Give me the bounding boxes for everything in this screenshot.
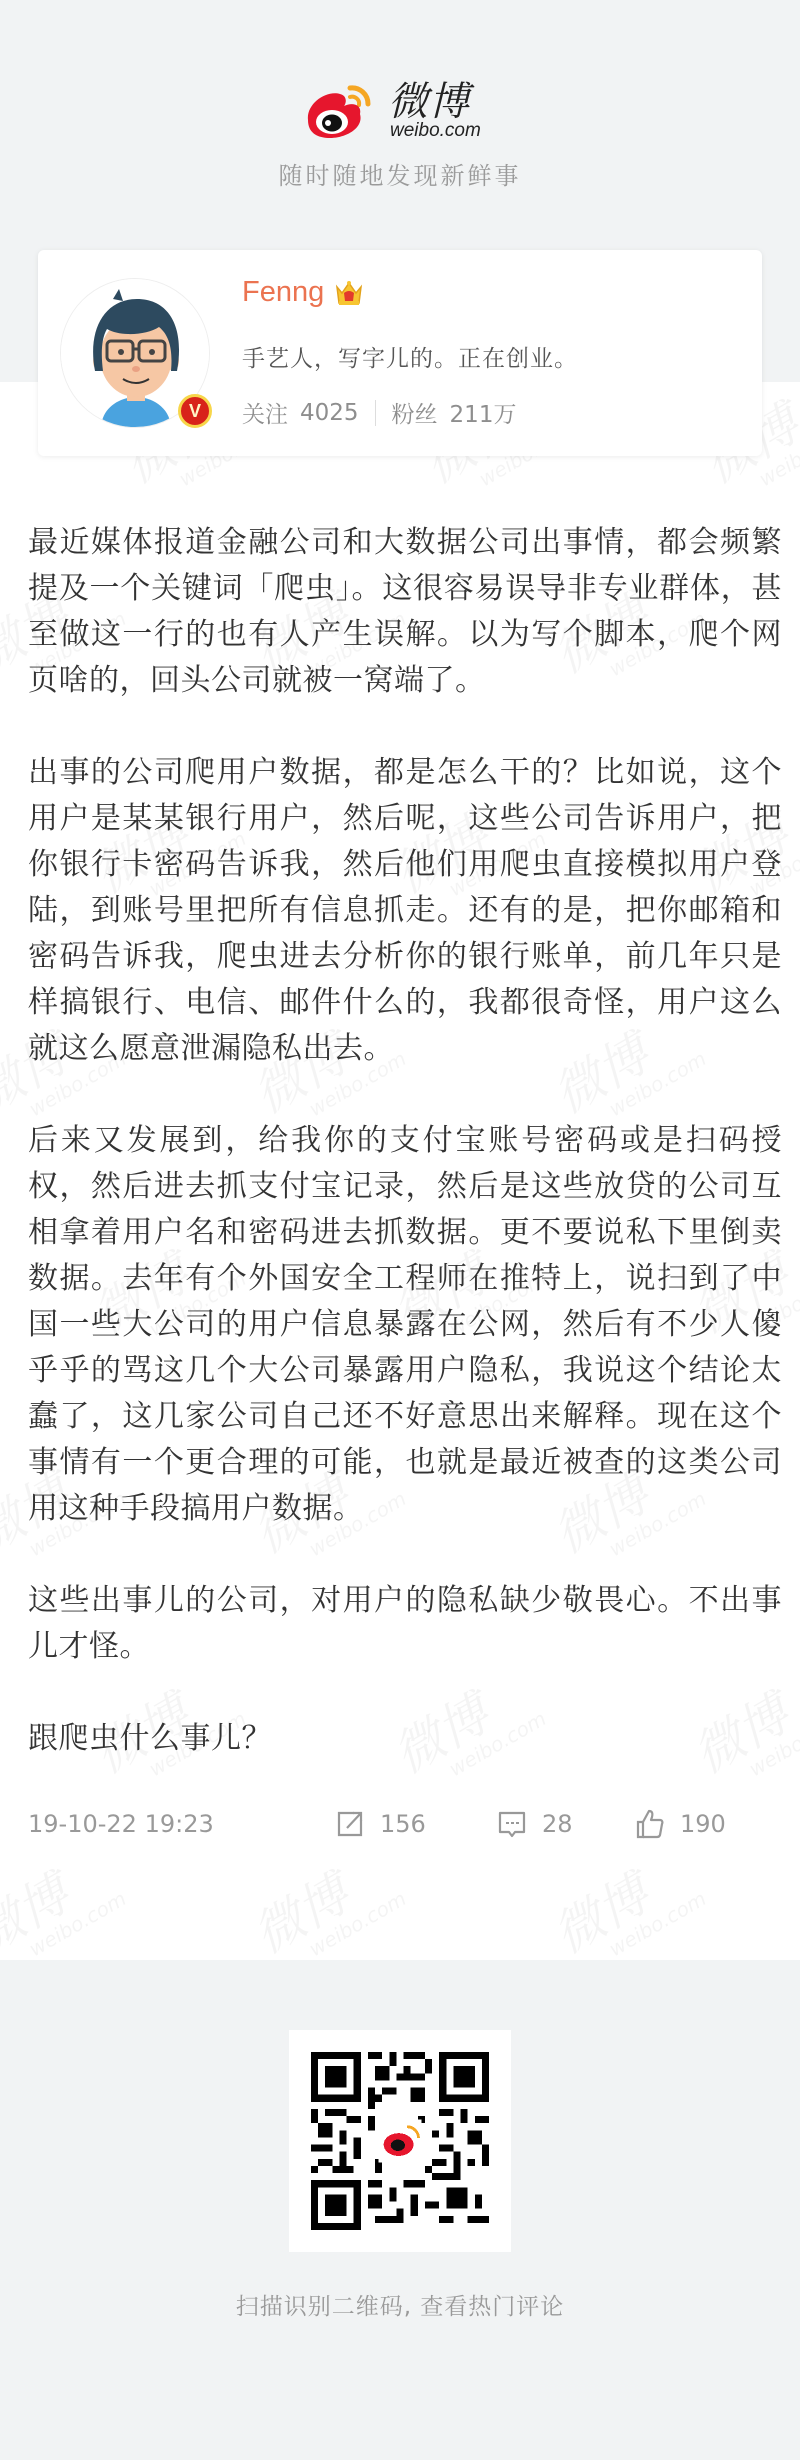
profile-card[interactable] — [38, 250, 762, 456]
followers-label: 粉丝 — [391, 402, 438, 428]
comment-button[interactable] — [496, 1808, 634, 1840]
user-bio: 手艺人，写字儿的。正在创业。 — [242, 346, 578, 372]
slogan: 随时随地发现新鲜事 — [278, 162, 522, 190]
followers-count[interactable]: 211万 — [449, 402, 517, 428]
repost-count: 156 — [380, 1810, 426, 1838]
post-paragraph: 这些出事儿的公司，对用户的隐私缺少敬畏心。不出事儿才怪。 — [28, 1583, 782, 1664]
qr-section — [0, 1960, 800, 2460]
spacer — [28, 1854, 782, 1914]
qr-code-icon — [311, 2052, 489, 2230]
like-button[interactable] — [634, 1808, 726, 1840]
comment-count: 28 — [542, 1810, 573, 1838]
post-paragraph: 最近媒体报道金融公司和大数据公司出事情，都会频繁提及一个关键词「爬虫」。这很容易误导非专业群体，甚至做这一行的也有人产生误解。以为写个脚本，爬个网页啥的，回头公司就被一窝端了。 — [28, 525, 782, 698]
post-meta-bar — [28, 1794, 782, 1854]
stats-divider — [375, 400, 376, 426]
qr-code[interactable] — [289, 2030, 511, 2252]
following-count[interactable]: 4025 — [300, 399, 359, 426]
user-name[interactable]: Fenng — [242, 276, 325, 308]
post-paragraph: 跟爬虫什么事儿？ — [28, 1721, 272, 1756]
verified-v-icon: V — [178, 394, 212, 428]
qr-hint: 扫描识别二维码, 查看热门评论 — [235, 2294, 565, 2320]
logo-chinese-text: 微博 — [388, 79, 470, 125]
name-row — [242, 276, 364, 309]
weibo-logo — [300, 70, 500, 150]
crown-icon — [334, 279, 364, 307]
repost-icon — [334, 1808, 366, 1840]
follow-stats — [242, 396, 516, 429]
post-paragraph: 出事的公司爬用户数据，都是怎么干的？比如说，这个用户是某某银行用户，然后呢，这些公司告诉用户，把你银行卡密码告诉我，然后他们用爬虫直接模拟用户登陆，到账号里把所有信息抓走。还有的是，把你邮箱和密码告诉我，爬虫进去分析你的银行账单，前几年只是样搞银行、电信、邮件什么的，我都很奇怪，用户这么就这么愿意泄漏隐私出去。 — [28, 755, 782, 1066]
logo-domain-text: weibo.com — [390, 120, 481, 141]
weibo-eye-icon — [300, 82, 380, 142]
post-body — [0, 382, 800, 1960]
post-paragraph: 后来又发展到，给我你的支付宝账号密码或是扫码授权，然后进去抓支付宝记录，然后是这些放贷的公司互相拿着用户名和密码进去抓数据。更不要说私下里倒卖数据。去年有个外国安全工程师在推特上，说扫到了中国一些大公司的用户信息暴露在公网，然后有不少人傻乎乎的骂这几个大公司暴露用户隐私，我说这个结论太蠢了，这几家公司自己还不好意思出来解释。现在这个事情有一个更合理的可能，也就是最近被查的这类公司用这种手段搞用户数据。 — [28, 1123, 782, 1526]
comment-icon — [496, 1808, 528, 1840]
like-count: 190 — [680, 1810, 726, 1838]
post-timestamp: 19-10-22 19:23 — [28, 1810, 214, 1838]
thumbs-up-icon — [634, 1808, 666, 1840]
following-label: 关注 — [242, 402, 288, 428]
repost-button[interactable] — [334, 1808, 496, 1840]
